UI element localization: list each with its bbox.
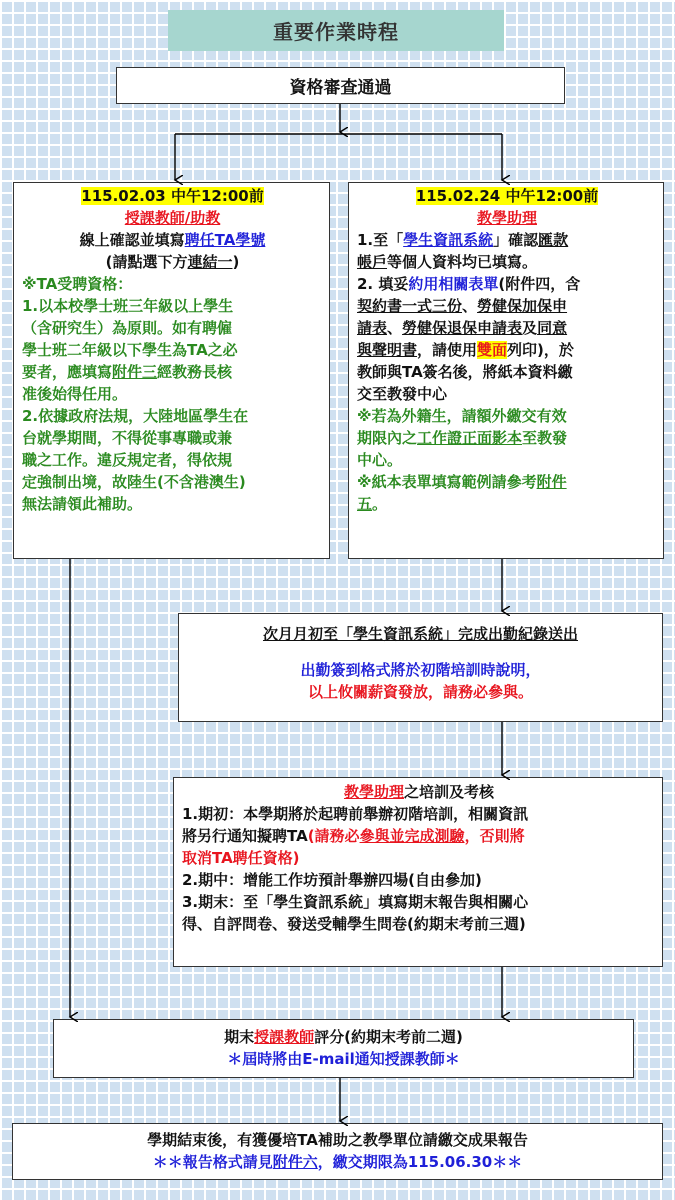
instructor-line1-text: 線上確認並填寫 (79, 231, 185, 249)
attachment-six-link[interactable]: 附件六 (272, 1153, 318, 1171)
contract-form-item: 勞健保加保申 (477, 297, 568, 315)
training-warning: ，否則將 (464, 827, 525, 845)
grading-text: 期末 (224, 1028, 255, 1046)
qualification-1-line: 1.以本校學士班三年級以上學生 (22, 297, 234, 315)
ta-role: 教學助理 (476, 209, 537, 227)
qualification-1-line: 准後始得任用。 (22, 385, 128, 403)
grading-instructor: 授課教師 (254, 1028, 315, 1046)
ta-qualification-title: ※TA受聘資格： (22, 275, 133, 293)
foreign-student-note: 中心。 (357, 451, 403, 469)
ta-id-link[interactable]: 聘任TA學號 (184, 231, 266, 249)
training-phase-1: 1.期初：本學期將於起聘前舉辦初階培訓，相關資訊 (182, 805, 529, 823)
training-warning: (請務必 (307, 827, 360, 845)
ta-step2-text: ，請使用 (417, 341, 478, 359)
instructor-deadline: 115.02.03 中午12:00前 (81, 187, 264, 205)
link-one[interactable]: 連結一 (187, 253, 233, 271)
qualification-2-line: 無法請領此補助。 (22, 495, 143, 513)
instructor-line2-end: ) (232, 253, 240, 271)
contract-form-item: 與聲明書 (357, 341, 418, 359)
training-phase-2: 2.期中：增能工作坊預計舉辦四場(自由參加) (182, 871, 482, 889)
ta-step1-text: 」確認 (493, 231, 539, 249)
attendance-warning: 以上攸關薪資發放，請務必參與。 (307, 683, 533, 701)
grading-text: 評分(約期末考前二週) (314, 1028, 463, 1046)
page-title-text: 重要作業時程 (273, 20, 399, 44)
student-info-system-link[interactable]: 學生資訊系統 (403, 231, 494, 249)
contract-form-item: 契約書一式三份 (357, 297, 463, 315)
training-title-role: 教學助理 (343, 783, 404, 801)
foreign-student-note-text: 期限內之 (357, 429, 418, 447)
qualification-2-line: 職之工作。違反規定者，得依規 (22, 451, 233, 469)
ta-step2-text: (附件四，含 (498, 275, 581, 293)
attendance-note: 出勤簽到格式將於初階培訓時說明， (300, 661, 541, 679)
qualification-1-line: （含研究生）為原則。如有聘僱 (22, 319, 233, 337)
step-qualification-label: 資格審查通過 (289, 78, 392, 98)
qualification-2-line: 台就學期間，不得從事專職或兼 (22, 429, 233, 447)
ta-step1-underline: 匯款 (538, 231, 569, 249)
qualification-2-line: 2.依據政府法規，大陸地區學生在 (22, 407, 249, 425)
attachment-five-link[interactable]: 附件 (536, 473, 567, 491)
work-permit-copy: 工作證正面影本 (417, 429, 523, 447)
training-phase-3: 得、自評問卷、發送受輔學生問卷(約期末考前三週) (182, 915, 526, 933)
ta-step1-text: 等個人資料均已填寫。 (387, 253, 538, 271)
instructor-role: 授課教師/助教 (124, 209, 221, 227)
double-sided-highlight: 雙面 (477, 341, 508, 359)
ta-step2-line: 教師與TA簽名後，將紙本資料繳 (357, 363, 573, 381)
ta-step2-line: 交至教發中心 (357, 385, 448, 403)
separator: 及 (522, 319, 538, 337)
ta-step2-text: 列印)，於 (507, 341, 574, 359)
contract-form-item: 同意 (537, 319, 568, 337)
attendance-instruction: 次月月初至「學生資訊系統」完成出勤紀錄送出 (262, 625, 578, 643)
foreign-student-note-text: 至教發 (522, 429, 568, 447)
contract-forms-label: 約用相關表單 (408, 275, 499, 293)
ta-deadline: 115.02.24 中午12:00前 (415, 187, 599, 205)
training-warning: 取消TA聘任資格) (182, 849, 300, 867)
form-example-note-text: 。 (372, 495, 388, 513)
grading-email-note: ＊屆時將由E-mail通知授課教師＊ (227, 1050, 460, 1068)
qualification-1-line: 學士班二年級以下學生為TA之必 (22, 341, 238, 359)
final-report-instruction: 學期結束後，有獲優培TA補助之教學單位請繳交成果報告 (147, 1131, 528, 1149)
training-warning-underline: 參與並完成測驗 (359, 827, 465, 845)
foreign-student-note: ※若為外籍生，請額外繳交有效 (357, 407, 567, 425)
ta-step2-text: 2. 填妥 (357, 275, 409, 293)
training-title-text: 之培訓及考核 (404, 783, 495, 801)
contract-form-item: 勞健保退保申請表 (402, 319, 523, 337)
attachment-three-link[interactable]: 附件三 (112, 363, 158, 381)
ta-step1-underline: 帳戶 (357, 253, 388, 271)
ta-step1-text: 1.至「 (357, 231, 404, 249)
training-phase-3: 3.期末：至「學生資訊系統」填寫期末報告與相關心 (182, 893, 529, 911)
training-phase-1-text: 將另行通知擬聘TA (182, 827, 308, 845)
qualification-1-text: 經教務長核 (157, 363, 233, 381)
qualification-1-text: 要者，應填寫 (22, 363, 113, 381)
final-report-note: ，繳交期限為115.06.30＊＊ (317, 1153, 523, 1171)
form-example-note-text: ※紙本表單填寫範例請參考 (357, 473, 537, 491)
qualification-2-line: 定強制出境，故陸生(不含港澳生) (22, 473, 246, 491)
separator: 、 (387, 319, 403, 337)
final-report-note: ＊＊報告格式請見 (152, 1153, 273, 1171)
separator: 、 (462, 297, 478, 315)
attachment-five-link[interactable]: 五 (357, 495, 373, 513)
instructor-line2-text: (請點選下方 (105, 253, 188, 271)
contract-form-item: 請表 (357, 319, 388, 337)
